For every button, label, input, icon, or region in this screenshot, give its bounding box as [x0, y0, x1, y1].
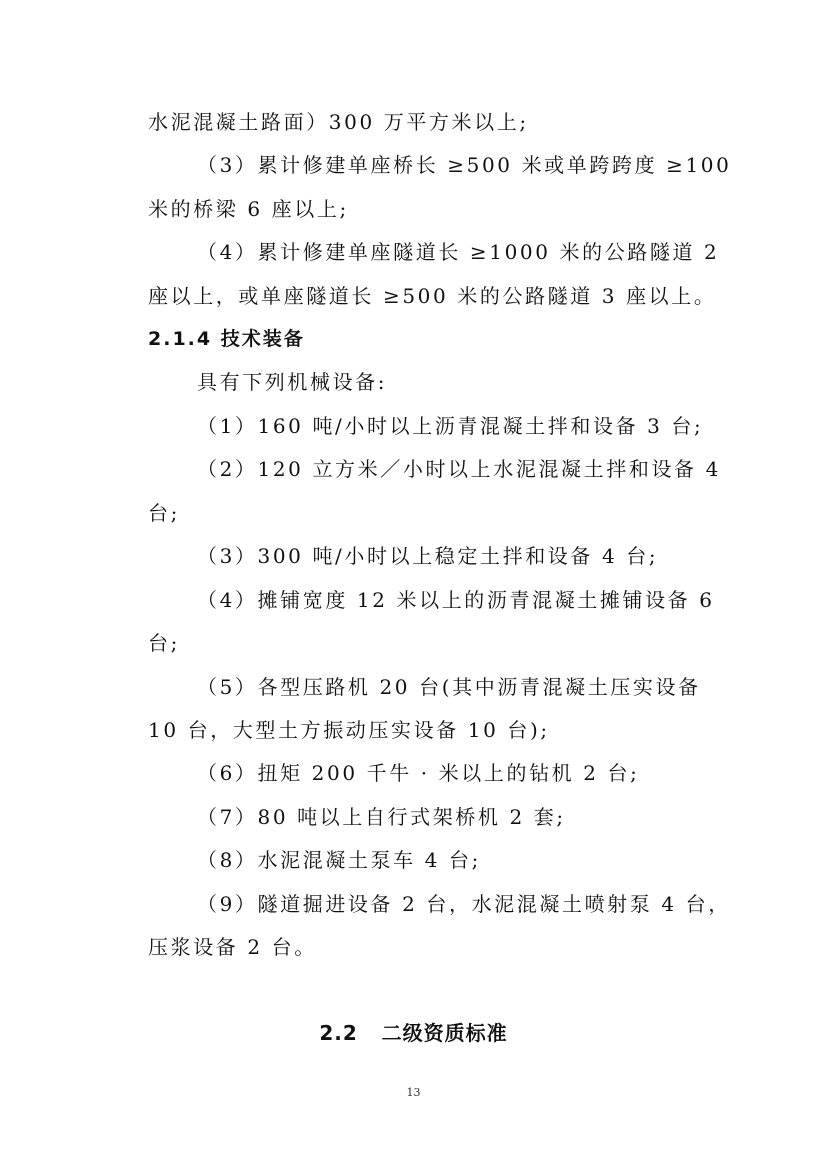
list-item-drill: （6）扭矩 200 千牛 · 米以上的钻机 2 台;: [197, 761, 640, 785]
paragraph-line: 米的桥梁 6 座以上;: [148, 197, 349, 221]
list-item-stabilized-soil-mixer: （3）300 吨/小时以上稳定土拌和设备 4 台;: [197, 544, 659, 568]
subsection-heading: 2.1.4 技术装备: [148, 328, 305, 350]
paragraph-line: 水泥混凝土路面）300 万平方米以上;: [148, 110, 529, 134]
paragraph-line: 压浆设备 2 台。: [148, 935, 317, 959]
section-heading: 2.2 二级资质标准: [319, 1021, 508, 1045]
list-item-bridge-length: （3）累计修建单座桥长 ≥500 米或单跨跨度 ≥100: [197, 153, 732, 177]
paragraph-line: 座以上，或单座隧道长 ≥500 米的公路隧道 3 座以上。: [148, 284, 717, 308]
list-item-bridge-erecting-machine: （7）80 吨以上自行式架桥机 2 套;: [197, 805, 566, 829]
list-item-paver: （4）摊铺宽度 12 米以上的沥青混凝土摊铺设备 6: [197, 588, 715, 612]
paragraph-line: 具有下列机械设备:: [197, 370, 388, 394]
list-item-tunnel-equipment: （9）隧道掘进设备 2 台，水泥混凝土喷射泵 4 台，: [197, 892, 731, 916]
page-number: 13: [406, 1086, 421, 1099]
list-item-pump-truck: （8）水泥混凝土泵车 4 台;: [197, 848, 481, 872]
list-item-asphalt-mixer: （1）160 吨/小时以上沥青混凝土拌和设备 3 台;: [197, 414, 704, 438]
list-item-roller: （5）各型压路机 20 台(其中沥青混凝土压实设备: [197, 675, 701, 699]
paragraph-line: 10 台，大型土方振动压实设备 10 台);: [148, 718, 550, 742]
paragraph-line: 台;: [148, 501, 180, 525]
list-item-concrete-mixer: （2）120 立方米／小时以上水泥混凝土拌和设备 4: [197, 457, 721, 481]
paragraph-line: 台;: [148, 631, 180, 655]
list-item-tunnel-length: （4）累计修建单座隧道长 ≥1000 米的公路隧道 2: [197, 240, 720, 264]
